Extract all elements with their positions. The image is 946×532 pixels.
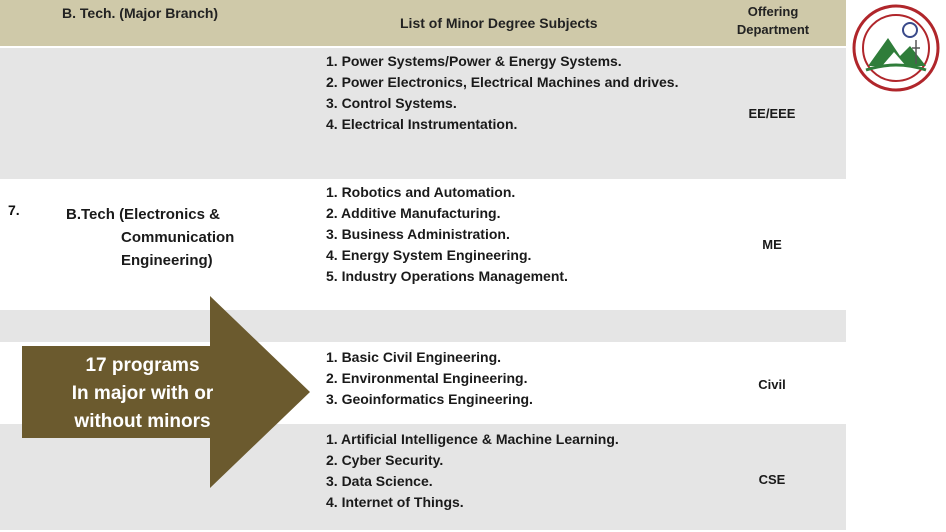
list-item: 5. Industry Operations Management. xyxy=(326,268,568,284)
header-major-branch: B. Tech. (Major Branch) xyxy=(62,5,219,21)
list-item: 2. Power Electronics, Electrical Machines and drives. xyxy=(326,74,679,90)
callout-line2: In major with or xyxy=(71,383,214,404)
branch-line2: Communication xyxy=(121,229,235,246)
subject-list-cse xyxy=(326,429,619,513)
dept-civil: Civil xyxy=(758,377,786,392)
list-item: 2. Cyber Security. xyxy=(326,452,444,468)
list-item: 3. Data Science. xyxy=(326,473,433,489)
row-number: 7. xyxy=(8,202,20,218)
callout-line3: without minors xyxy=(74,411,211,432)
header-offering-department xyxy=(730,3,816,39)
list-item: 3. Control Systems. xyxy=(326,95,457,111)
list-item: 4. Electrical Instrumentation. xyxy=(326,116,518,132)
list-item: 2. Additive Manufacturing. xyxy=(326,205,501,221)
list-item: 3. Geoinformatics Engineering. xyxy=(326,391,533,407)
list-item: 3. Business Administration. xyxy=(326,226,510,242)
callout-line1: 17 programs xyxy=(85,355,200,376)
header-minor-subjects: List of Minor Degree Subjects xyxy=(400,15,598,31)
list-item: 1. Artificial Intelligence & Machine Learning. xyxy=(326,431,619,447)
list-item: 1. Basic Civil Engineering. xyxy=(326,349,502,365)
table-header xyxy=(0,0,846,46)
dept-ee: EE/EEE xyxy=(748,106,796,121)
branch-line1: B.Tech (Electronics & xyxy=(66,206,220,223)
header-dept-line2: Department xyxy=(736,22,810,37)
major-branch-label xyxy=(66,203,234,272)
list-item: 1. Power Systems/Power & Energy Systems. xyxy=(326,53,622,69)
subject-list-me xyxy=(326,182,568,287)
header-dept-line1: Offering xyxy=(747,4,799,19)
subject-list-ee xyxy=(326,51,678,135)
callout-text xyxy=(40,352,245,436)
list-item: 4. Internet of Things. xyxy=(326,494,464,510)
dept-cse: CSE xyxy=(758,472,786,487)
list-item: 2. Environmental Engineering. xyxy=(326,370,528,386)
dept-me: ME xyxy=(762,237,782,252)
list-item: 4. Energy System Engineering. xyxy=(326,247,532,263)
subject-list-civil xyxy=(326,347,533,410)
institution-logo-icon xyxy=(852,4,940,92)
list-item: 1. Robotics and Automation. xyxy=(326,184,516,200)
branch-line3: Engineering) xyxy=(121,252,213,269)
